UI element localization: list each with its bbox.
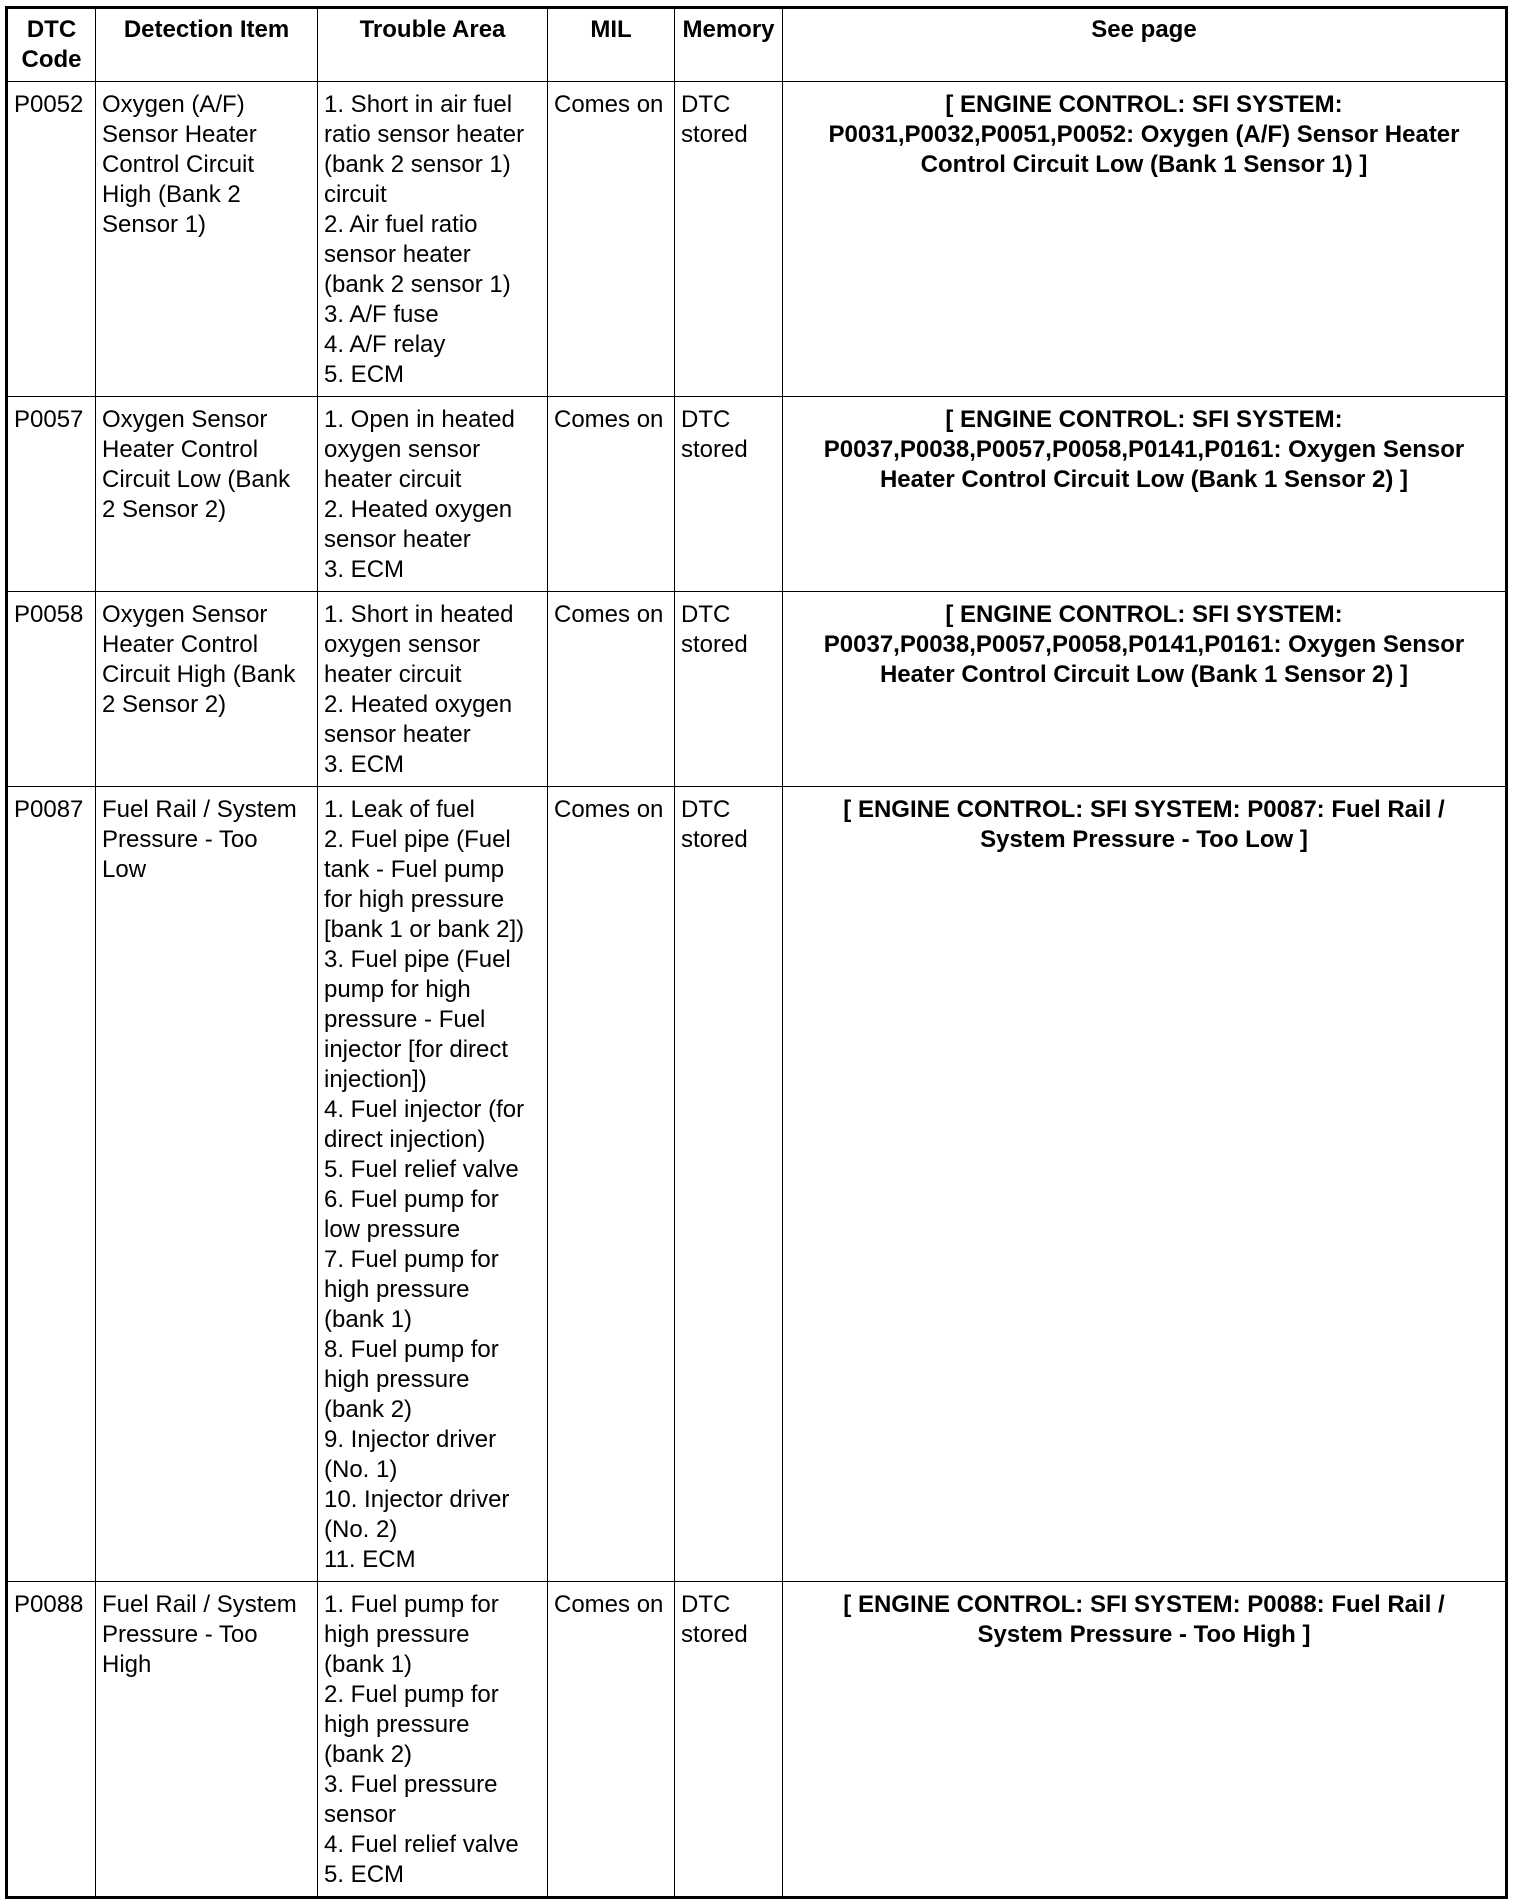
trouble-area-line: 2. Heated oxygen <box>324 691 513 718</box>
trouble-area-line: heater circuit <box>324 466 462 493</box>
see-page-link[interactable] <box>783 592 1507 787</box>
see-page-line: Heater Control Circuit Low (Bank 1 Sensor 2) ] <box>879 661 1409 688</box>
trouble-area-line: 4. Fuel relief valve <box>324 1831 519 1858</box>
trouble-area-line: high pressure <box>324 1711 470 1738</box>
dtc-table-sheet <box>5 6 1505 1899</box>
trouble-area-line: low pressure <box>324 1216 461 1243</box>
detection-item-line: Oxygen Sensor <box>102 601 268 628</box>
see-page-link[interactable] <box>783 82 1507 397</box>
see-page-line: [ ENGINE CONTROL: SFI SYSTEM: P0088: Fuel Rail / <box>843 1591 1445 1618</box>
trouble-area-line: 4. A/F relay <box>324 331 446 358</box>
trouble-area-line: high pressure <box>324 1276 470 1303</box>
trouble-area-line: 3. ECM <box>324 751 405 778</box>
memory-cell <box>675 397 783 592</box>
trouble-area-line: (bank 2 sensor 1) <box>324 151 511 178</box>
trouble-area-cell <box>318 787 548 1582</box>
dtc-table <box>5 6 1508 1899</box>
header-dtc-code-line: Code <box>21 46 82 73</box>
table-row <box>7 787 1507 1582</box>
detection-item-line: Oxygen Sensor <box>102 406 268 433</box>
see-page-line: System Pressure - Too High ] <box>977 1621 1311 1648</box>
detection-item-cell <box>96 1582 318 1898</box>
trouble-area-line: oxygen sensor <box>324 631 481 658</box>
trouble-area-line: 7. Fuel pump for <box>324 1246 499 1273</box>
trouble-area-line: ratio sensor heater <box>324 121 525 148</box>
header-memory: Memory <box>675 8 783 82</box>
detection-item-line: Pressure - Too <box>102 1621 258 1648</box>
mil-cell: Comes on <box>548 787 675 1582</box>
memory-cell <box>675 82 783 397</box>
memory-line: DTC <box>681 796 731 823</box>
memory-line: stored <box>681 631 748 658</box>
header-trouble-area: Trouble Area <box>318 8 548 82</box>
detection-item-line: Control Circuit <box>102 151 255 178</box>
trouble-area-line: heater circuit <box>324 661 462 688</box>
memory-line: DTC <box>681 601 731 628</box>
trouble-area-line: 3. A/F fuse <box>324 301 439 328</box>
trouble-area-line: 2. Fuel pipe (Fuel <box>324 826 511 853</box>
see-page-line: P0031,P0032,P0051,P0052: Oxygen (A/F) Sensor Heater <box>828 121 1460 148</box>
detection-item-line: 2 Sensor 2) <box>102 496 227 523</box>
trouble-area-line: 2. Fuel pump for <box>324 1681 499 1708</box>
detection-item-cell <box>96 787 318 1582</box>
trouble-area-line: 3. ECM <box>324 556 405 583</box>
detection-item-cell <box>96 592 318 787</box>
trouble-area-line: 2. Heated oxygen <box>324 496 513 523</box>
header-see-page: See page <box>783 8 1507 82</box>
see-page-line: [ ENGINE CONTROL: SFI SYSTEM: <box>945 91 1343 118</box>
detection-item-line: Circuit High (Bank <box>102 661 296 688</box>
trouble-area-cell <box>318 82 548 397</box>
trouble-area-line: pump for high <box>324 976 471 1003</box>
trouble-area-line: high pressure <box>324 1621 470 1648</box>
trouble-area-line: (bank 2 sensor 1) <box>324 271 511 298</box>
memory-line: stored <box>681 1621 748 1648</box>
trouble-area-line: sensor heater <box>324 721 471 748</box>
see-page-line: Heater Control Circuit Low (Bank 1 Sensor 2) ] <box>879 466 1409 493</box>
trouble-area-line: 5. Fuel relief valve <box>324 1156 519 1183</box>
memory-line: stored <box>681 121 748 148</box>
header-dtc-code-line: DTC <box>26 16 77 43</box>
dtc-code-cell: P0087 <box>7 787 96 1582</box>
memory-line: stored <box>681 826 748 853</box>
detection-item-line: Circuit Low (Bank <box>102 466 291 493</box>
see-page-link[interactable] <box>783 787 1507 1582</box>
trouble-area-line: high pressure <box>324 1366 470 1393</box>
detection-item-line: Heater Control <box>102 631 259 658</box>
trouble-area-line: 4. Fuel injector (for <box>324 1096 525 1123</box>
detection-item-line: Sensor 1) <box>102 211 207 238</box>
dtc-code-cell: P0052 <box>7 82 96 397</box>
see-page-line: [ ENGINE CONTROL: SFI SYSTEM: P0087: Fuel Rail / <box>843 796 1445 823</box>
detection-item-line: Low <box>102 856 147 883</box>
trouble-area-line: pressure - Fuel <box>324 1006 486 1033</box>
detection-item-line: Oxygen (A/F) <box>102 91 245 118</box>
see-page-line: Control Circuit Low (Bank 1 Sensor 1) ] <box>920 151 1368 178</box>
trouble-area-line: (bank 1) <box>324 1651 413 1678</box>
detection-item-line: Fuel Rail / System <box>102 1591 297 1618</box>
trouble-area-line: 1. Leak of fuel <box>324 796 475 823</box>
memory-line: DTC <box>681 1591 731 1618</box>
trouble-area-line: sensor heater <box>324 241 471 268</box>
see-page-line: [ ENGINE CONTROL: SFI SYSTEM: <box>945 406 1343 433</box>
mil-cell: Comes on <box>548 82 675 397</box>
detection-item-line: High <box>102 1651 152 1678</box>
header-dtc-code <box>7 8 96 82</box>
trouble-area-line: sensor heater <box>324 526 471 553</box>
detection-item-line: Fuel Rail / System <box>102 796 297 823</box>
trouble-area-line: 6. Fuel pump for <box>324 1186 499 1213</box>
trouble-area-line: for high pressure <box>324 886 505 913</box>
trouble-area-line: injection]) <box>324 1066 427 1093</box>
memory-cell <box>675 1582 783 1898</box>
trouble-area-line: 10. Injector driver <box>324 1486 510 1513</box>
table-row <box>7 592 1507 787</box>
see-page-line: System Pressure - Too Low ] <box>980 826 1308 853</box>
trouble-area-line: tank - Fuel pump <box>324 856 505 883</box>
see-page-link[interactable] <box>783 397 1507 592</box>
trouble-area-cell <box>318 592 548 787</box>
dtc-code-cell: P0088 <box>7 1582 96 1898</box>
trouble-area-line: 1. Open in heated <box>324 406 515 433</box>
trouble-area-line: (No. 2) <box>324 1516 398 1543</box>
trouble-area-cell <box>318 1582 548 1898</box>
trouble-area-line: (bank 1) <box>324 1306 413 1333</box>
trouble-area-line: injector [for direct <box>324 1036 509 1063</box>
trouble-area-line: 5. ECM <box>324 361 405 388</box>
trouble-area-line: 11. ECM <box>324 1546 416 1573</box>
memory-line: stored <box>681 436 748 463</box>
trouble-area-line: (bank 2) <box>324 1396 413 1423</box>
trouble-area-line: (bank 2) <box>324 1741 413 1768</box>
memory-cell <box>675 787 783 1582</box>
trouble-area-line: 1. Short in heated <box>324 601 514 628</box>
trouble-area-line: 3. Fuel pressure <box>324 1771 498 1798</box>
detection-item-line: Pressure - Too <box>102 826 258 853</box>
table-row <box>7 397 1507 592</box>
dtc-code-cell: P0057 <box>7 397 96 592</box>
mil-cell: Comes on <box>548 1582 675 1898</box>
header-detection-item: Detection Item <box>96 8 318 82</box>
detection-item-line: Sensor Heater <box>102 121 257 148</box>
memory-cell <box>675 592 783 787</box>
trouble-area-line: 1. Short in air fuel <box>324 91 513 118</box>
mil-cell: Comes on <box>548 592 675 787</box>
detection-item-line: Heater Control <box>102 436 259 463</box>
trouble-area-line: 1. Fuel pump for <box>324 1591 499 1618</box>
trouble-area-line: [bank 1 or bank 2]) <box>324 916 525 943</box>
detection-item-line: 2 Sensor 2) <box>102 691 227 718</box>
dtc-code-cell: P0058 <box>7 592 96 787</box>
see-page-link[interactable] <box>783 1582 1507 1898</box>
trouble-area-cell <box>318 397 548 592</box>
trouble-area-line: 8. Fuel pump for <box>324 1336 499 1363</box>
detection-item-cell <box>96 397 318 592</box>
see-page-line: P0037,P0038,P0057,P0058,P0141,P0161: Oxygen Sensor <box>823 631 1465 658</box>
trouble-area-line: oxygen sensor <box>324 436 481 463</box>
trouble-area-line: 3. Fuel pipe (Fuel <box>324 946 511 973</box>
trouble-area-line: 2. Air fuel ratio <box>324 211 478 238</box>
trouble-area-line: circuit <box>324 181 387 208</box>
trouble-area-line: sensor <box>324 1801 397 1828</box>
see-page-line: [ ENGINE CONTROL: SFI SYSTEM: <box>945 601 1343 628</box>
dtc-table-body <box>7 82 1507 1898</box>
see-page-line: P0037,P0038,P0057,P0058,P0141,P0161: Oxygen Sensor <box>823 436 1465 463</box>
trouble-area-line: 9. Injector driver <box>324 1426 497 1453</box>
header-mil: MIL <box>548 8 675 82</box>
table-row <box>7 1582 1507 1898</box>
memory-line: DTC <box>681 406 731 433</box>
trouble-area-line: (No. 1) <box>324 1456 398 1483</box>
detection-item-line: High (Bank 2 <box>102 181 241 208</box>
mil-cell: Comes on <box>548 397 675 592</box>
detection-item-cell <box>96 82 318 397</box>
header-row <box>7 8 1507 82</box>
memory-line: DTC <box>681 91 731 118</box>
trouble-area-line: direct injection) <box>324 1126 486 1153</box>
table-row <box>7 82 1507 397</box>
trouble-area-line: 5. ECM <box>324 1861 405 1888</box>
